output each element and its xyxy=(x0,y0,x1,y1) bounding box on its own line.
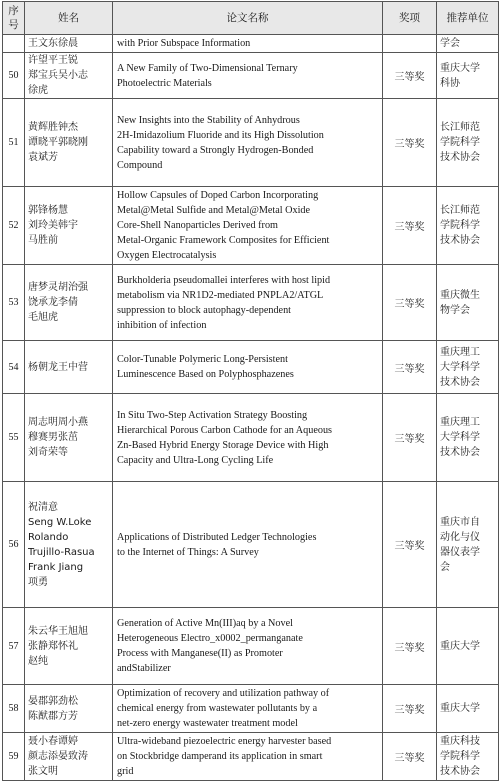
cell-line: 刘奇荣等 xyxy=(28,447,68,458)
cell-line: 聂小春谭婷 xyxy=(28,736,78,747)
cell-line: 陈猷郡方芳 xyxy=(28,710,78,722)
cell-line: Capability toward a Strongly Hydrogen-Bonded xyxy=(117,144,314,156)
cell-award: 三等奖 xyxy=(383,99,437,187)
cell-line: 重庆理工 xyxy=(440,346,480,358)
cell-recommending-unit xyxy=(437,265,499,341)
cell-paper-title xyxy=(113,341,383,394)
cell-line: 重庆大学 xyxy=(440,640,480,652)
cell-line: 饶承龙李倩 xyxy=(28,297,78,308)
cell-names xyxy=(25,733,113,781)
cell-line: 祝清意 xyxy=(28,501,58,513)
cell-line: 郑宝兵吴小志 xyxy=(28,70,88,81)
cell-paper-title xyxy=(113,99,383,187)
cell-line: 物学会 xyxy=(440,304,470,316)
header-serial-no: 序号 xyxy=(3,2,25,35)
table-row xyxy=(3,341,499,394)
award-list-document xyxy=(2,1,499,781)
cell-line: 谭晓平郭晓刚 xyxy=(28,137,88,148)
cell-award: 三等奖 xyxy=(383,341,437,394)
table-row xyxy=(3,265,499,341)
cell-line: 学会 xyxy=(440,38,460,49)
cell-award: 三等奖 xyxy=(383,265,437,341)
cell-line: 重庆微生 xyxy=(440,289,480,301)
cell-line: chemical energy from wastewater pollutants by a xyxy=(117,703,318,714)
cell-recommending-unit xyxy=(437,99,499,187)
table-row xyxy=(3,608,499,685)
cell-line: Luminescence Based on Polyphosphazenes xyxy=(117,369,294,380)
cell-line: 张静郑怀礼 xyxy=(28,640,78,652)
cell-line: Metal@Metal Sulfide and Metal@Metal Oxide xyxy=(117,205,311,216)
cell-line: 科协 xyxy=(440,77,460,89)
cell-line: 长江师范 xyxy=(440,122,480,133)
cell-line: 重庆科技 xyxy=(440,736,480,747)
cell-line: 唐梦灵胡治强 xyxy=(28,282,88,293)
cell-line: 技术协会 xyxy=(440,152,480,163)
award-table xyxy=(2,1,499,781)
cell-line: 王文东徐晨 xyxy=(28,38,78,49)
cell-line: on Stockbridge damperand its application in smart xyxy=(117,751,323,762)
cell-line: 许望平王锐 xyxy=(28,55,78,66)
cell-line: 赵纯 xyxy=(28,655,48,667)
table-row xyxy=(3,187,499,265)
cell-line: 大学科学 xyxy=(440,432,480,443)
cell-serial-no: 50 xyxy=(3,53,25,99)
table-row xyxy=(3,733,499,781)
cell-serial-no: 55 xyxy=(3,394,25,482)
header-paper-title: 论文名称 xyxy=(113,2,383,35)
cell-recommending-unit xyxy=(437,341,499,394)
cell-line: Metal-Organic Framework Composites for Efficient xyxy=(117,235,330,246)
table-row xyxy=(3,53,499,99)
cell-line: 会 xyxy=(440,561,450,573)
cell-line: Rolando xyxy=(28,531,69,543)
cell-award: 三等奖 xyxy=(383,685,437,733)
cell-serial-no: 57 xyxy=(3,608,25,685)
cell-paper-title xyxy=(113,608,383,685)
cell-recommending-unit xyxy=(437,733,499,781)
cell-recommending-unit xyxy=(437,35,499,53)
cell-line: with Prior Subspace Information xyxy=(117,38,251,49)
cell-serial-no: 58 xyxy=(3,685,25,733)
table-row xyxy=(3,482,499,608)
cell-line: Hierarchical Porous Carbon Cathode for an Aqueous xyxy=(117,424,333,436)
cell-recommending-unit xyxy=(437,53,499,99)
cell-line: Generation of Active Mn(III)aq by a Novel xyxy=(117,618,293,629)
cell-line: inhibition of infection xyxy=(117,319,207,331)
cell-line: 刘玲美韩宇 xyxy=(28,220,78,231)
cell-line: 晏郡郭劲松 xyxy=(28,695,78,707)
cell-names xyxy=(25,35,113,53)
cell-paper-title xyxy=(113,53,383,99)
cell-line: 毛旭虎 xyxy=(28,312,58,323)
cell-line: 周志明周小燕 xyxy=(28,417,88,428)
cell-line: Heterogeneous Electro_x0002_permanganate xyxy=(117,633,303,644)
cell-recommending-unit xyxy=(437,482,499,608)
cell-line: 大学科学 xyxy=(440,361,480,373)
cell-line: 学院科学 xyxy=(440,137,480,148)
cell-line: Applications of Distributed Ledger Technologies xyxy=(117,531,317,543)
cell-line: In Situ Two-Step Activation Strategy Boosting xyxy=(117,409,308,421)
cell-line: 器仪表学 xyxy=(440,546,480,558)
cell-line: Compound xyxy=(117,159,163,171)
cell-award: 三等奖 xyxy=(383,733,437,781)
cell-line: Frank Jiang xyxy=(28,561,84,573)
cell-recommending-unit xyxy=(437,394,499,482)
cell-names xyxy=(25,341,113,394)
cell-line: 项勇 xyxy=(28,576,48,588)
cell-paper-title xyxy=(113,187,383,265)
cell-award: 三等奖 xyxy=(383,53,437,99)
cell-line: 长江师范 xyxy=(440,205,480,216)
cell-line: Burkholderia pseudomallei interferes with host lipid xyxy=(117,274,331,286)
cell-serial-no: 51 xyxy=(3,99,25,187)
table-header-row xyxy=(3,2,499,35)
table-row xyxy=(3,394,499,482)
cell-paper-title xyxy=(113,685,383,733)
table-row xyxy=(3,99,499,187)
cell-award: 三等奖 xyxy=(383,608,437,685)
header-award: 奖项 xyxy=(383,2,437,35)
cell-names xyxy=(25,265,113,341)
cell-paper-title xyxy=(113,35,383,53)
cell-paper-title xyxy=(113,394,383,482)
cell-line: Zn-Based Hybrid Energy Storage Device with High xyxy=(117,439,329,451)
cell-recommending-unit xyxy=(437,608,499,685)
cell-names xyxy=(25,53,113,99)
cell-names xyxy=(25,394,113,482)
cell-line: New Insights into the Stability of Anhydrous xyxy=(117,114,300,126)
cell-line: Hollow Capsules of Doped Carbon Incorporating xyxy=(117,190,319,201)
cell-line: 郭锋杨慧 xyxy=(28,205,68,216)
cell-recommending-unit xyxy=(437,187,499,265)
cell-line: 张文明 xyxy=(28,766,58,777)
cell-serial-no: 53 xyxy=(3,265,25,341)
cell-line: 重庆大学 xyxy=(440,62,480,74)
cell-names xyxy=(25,187,113,265)
cell-line: 动化与仪 xyxy=(440,531,480,543)
cell-paper-title xyxy=(113,265,383,341)
cell-paper-title xyxy=(113,482,383,608)
cell-line: 杨朝龙王中营 xyxy=(28,361,88,373)
cell-line: Capacity and Ultra-Long Cycling Life xyxy=(117,454,274,466)
cell-names xyxy=(25,608,113,685)
cell-line: 技术协会 xyxy=(440,235,480,246)
cell-line: 重庆大学 xyxy=(440,703,480,714)
cell-line: andStabilizer xyxy=(117,663,171,674)
cell-serial-no: 54 xyxy=(3,341,25,394)
cell-paper-title xyxy=(113,733,383,781)
cell-line: 重庆市自 xyxy=(440,516,480,528)
cell-line: 技术协会 xyxy=(440,447,480,458)
cell-serial-no: 56 xyxy=(3,482,25,608)
cell-line: Process with Manganese(II) as Promoter xyxy=(117,648,283,659)
cell-award: 三等奖 xyxy=(383,482,437,608)
cell-line: Oxygen Electrocatalysis xyxy=(117,250,217,261)
cell-line: 技术协会 xyxy=(440,376,480,388)
cell-line: grid xyxy=(117,766,134,777)
cell-line: to the Internet of Things: A Survey xyxy=(117,546,259,558)
cell-line: Core-Shell Nanoparticles Derived from xyxy=(117,220,278,231)
cell-names xyxy=(25,99,113,187)
cell-line: 袁斌芳 xyxy=(28,152,58,163)
cell-line: Optimization of recovery and utilization pathway of xyxy=(117,688,330,699)
cell-award xyxy=(383,35,437,53)
cell-serial-no: 59 xyxy=(3,733,25,781)
table-row xyxy=(3,685,499,733)
cell-line: Photoelectric Materials xyxy=(117,77,212,89)
cell-line: 学院科学 xyxy=(440,220,480,231)
header-names: 姓名 xyxy=(25,2,113,35)
cell-line: 穆赛男张茁 xyxy=(28,432,78,443)
cell-line: Seng W.Loke xyxy=(28,516,92,528)
cell-serial-no: 52 xyxy=(3,187,25,265)
header-recommending-unit: 推荐单位 xyxy=(437,2,499,35)
cell-line: 马胜前 xyxy=(28,235,58,246)
cell-line: Trujillo-Rasua xyxy=(28,546,95,558)
cell-line: 徐虎 xyxy=(28,85,48,96)
cell-line: 黄辉胜钟杰 xyxy=(28,122,78,133)
cell-recommending-unit xyxy=(437,685,499,733)
cell-names xyxy=(25,482,113,608)
cell-line: 重庆理工 xyxy=(440,417,480,428)
cell-line: Color-Tunable Polymeric Long-Persistent xyxy=(117,354,288,365)
cell-line: 学院科学 xyxy=(440,751,480,762)
table-body xyxy=(3,35,499,781)
cell-award: 三等奖 xyxy=(383,394,437,482)
cell-line: A New Family of Two-Dimensional Ternary xyxy=(117,62,298,74)
table-row xyxy=(3,35,499,53)
cell-names xyxy=(25,685,113,733)
cell-line: 颜志添晏致涛 xyxy=(28,751,88,762)
cell-line: 2H-Imidazolium Fluoride and its High Dissolution xyxy=(117,129,324,141)
cell-award: 三等奖 xyxy=(383,187,437,265)
cell-line: Ultra-wideband piezoelectric energy harvester based xyxy=(117,736,332,747)
cell-line: metabolism via NR1D2-mediated PNPLA2/ATGL xyxy=(117,289,324,301)
cell-line: net-zero energy wastewater treatment model xyxy=(117,718,298,729)
cell-line: suppression to block autophagy-dependent xyxy=(117,304,291,316)
cell-line: 技术协会 xyxy=(440,766,480,777)
cell-serial-no xyxy=(3,35,25,53)
cell-line: 朱云华王旭旭 xyxy=(28,625,88,637)
